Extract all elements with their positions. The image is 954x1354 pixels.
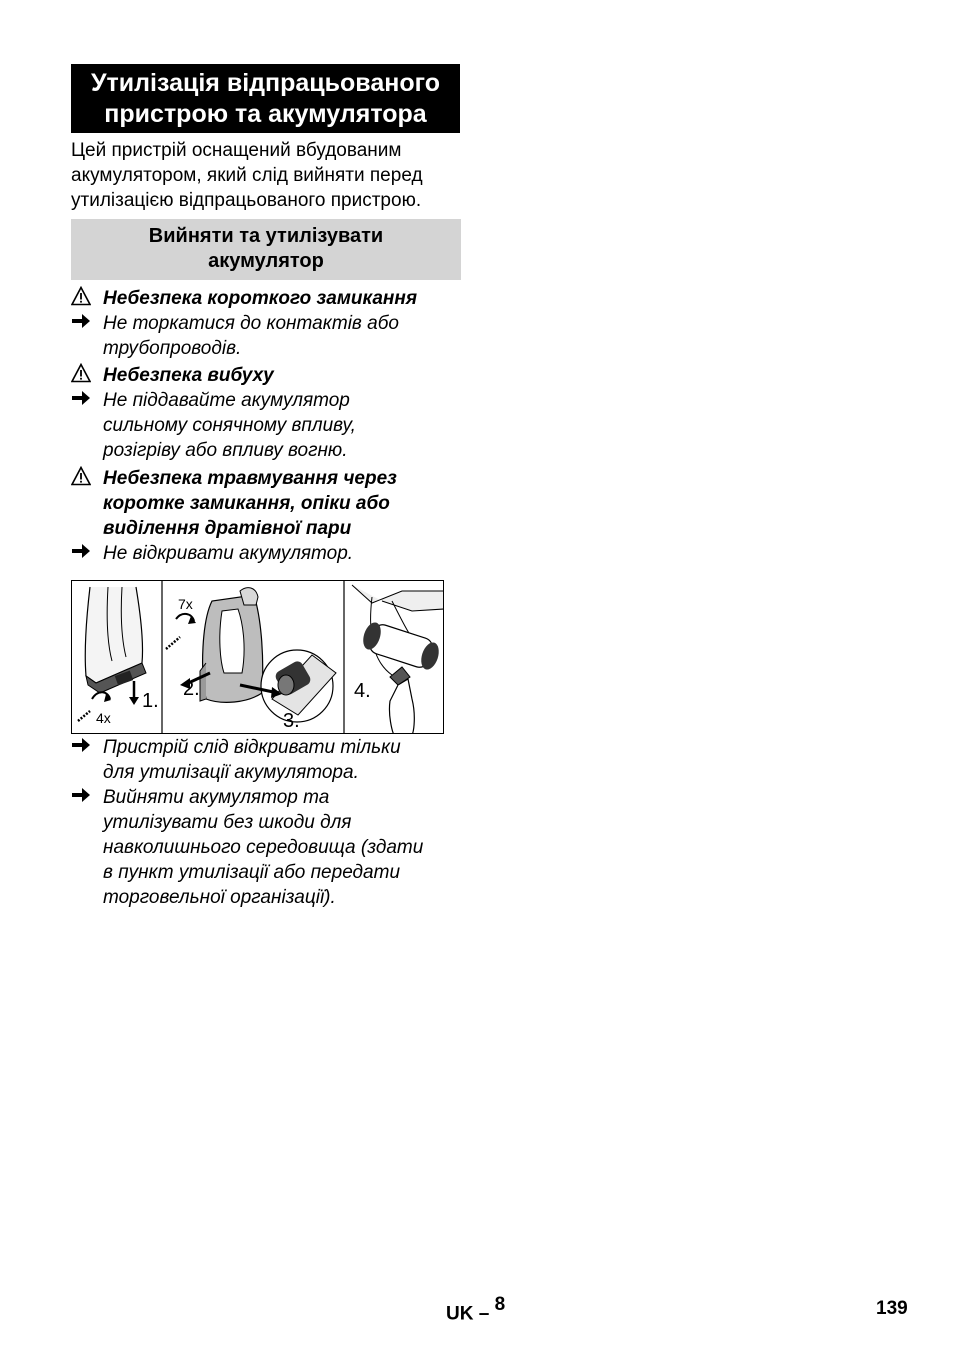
warning-2-title: Небезпека вибуху xyxy=(103,365,274,386)
instruction-1-line-1: Не торкатися до контактів або xyxy=(103,313,399,334)
footer-section: UK – xyxy=(446,1303,490,1325)
device-bottom-drawing xyxy=(78,587,146,721)
instruction-2-line-1: Не піддавайте акумулятор xyxy=(103,390,350,411)
page-number: 139 xyxy=(876,1298,908,1319)
warning-triangle-icon xyxy=(71,363,97,390)
instruction-2-line-2: сильному сонячному впливу, xyxy=(103,415,356,436)
instruction-1 xyxy=(71,311,471,361)
battery-removal-figure xyxy=(71,580,444,734)
right-arrow-icon xyxy=(71,388,97,415)
figure-label-screws-bottom: 4x xyxy=(96,710,111,726)
footer-section-page: 8 xyxy=(494,1294,506,1315)
right-arrow-icon xyxy=(71,541,97,568)
subheading-line-1: Вийняти та утилізувати xyxy=(148,225,384,247)
section-title-line-2: пристрою та акумулятора xyxy=(104,100,427,128)
right-arrow-icon xyxy=(71,311,97,338)
figure-label-screws-top: 7x xyxy=(178,596,193,612)
section-title xyxy=(71,64,460,133)
instruction-4 xyxy=(71,735,471,785)
instruction-4-line-2: для утилізації акумулятора. xyxy=(103,762,359,783)
instruction-5-line-4: в пункт утилізації або передати xyxy=(103,862,401,883)
figure-label-step-1: 1. xyxy=(142,690,159,712)
right-arrow-icon xyxy=(71,785,97,812)
warning-2 xyxy=(71,363,471,388)
intro-line-2: акумулятором, який слід вийняти перед xyxy=(71,165,423,186)
figure-label-step-3: 3. xyxy=(283,710,300,732)
warning-1-title: Небезпека короткого замикання xyxy=(103,288,418,309)
instruction-5-line-3: навколишнього середовища (здати xyxy=(103,837,424,858)
instruction-5-line-1: Вийняти акумулятор та xyxy=(103,787,330,808)
warning-1 xyxy=(71,286,471,311)
warning-3-title-line-3: виділення дратівної пари xyxy=(103,518,352,539)
battery-removal-illustration xyxy=(72,581,444,734)
instruction-3-line-1: Не відкривати акумулятор. xyxy=(103,543,354,564)
section-title-line-1: Утилізація відпрацьованого xyxy=(91,69,440,97)
instruction-5 xyxy=(71,785,471,910)
instruction-2-line-3: розігріву або впливу вогню. xyxy=(103,440,348,461)
intro-paragraph xyxy=(71,138,471,213)
intro-line-3: утилізацією відпрацьованого пристрою. xyxy=(71,190,422,211)
subheading-line-2: акумулятор xyxy=(208,250,324,272)
figure-label-step-4: 4. xyxy=(354,680,371,702)
instruction-4-line-1: Пристрій слід відкривати тільки xyxy=(103,737,401,758)
warning-triangle-icon xyxy=(71,286,97,313)
warning-triangle-icon xyxy=(71,466,97,493)
warning-3 xyxy=(71,466,471,541)
instruction-2 xyxy=(71,388,471,463)
instruction-3 xyxy=(71,541,471,566)
warning-3-title-line-1: Небезпека травмування через xyxy=(103,468,397,489)
warning-3-title-line-2: коротке замикання, опіки або xyxy=(103,493,390,514)
instruction-5-line-2: утилізувати без шкоди для xyxy=(103,812,352,833)
subheading xyxy=(71,219,461,280)
intro-line-1: Цей пристрій оснащений вбудованим xyxy=(71,140,402,161)
cut-wires-drawing xyxy=(352,585,444,734)
instruction-1-line-2: трубопроводів. xyxy=(103,338,242,359)
footer-section-label xyxy=(446,1296,505,1325)
figure-label-step-2: 2. xyxy=(183,678,200,700)
right-arrow-icon xyxy=(71,735,97,762)
instruction-5-line-5: торговельної організації). xyxy=(103,887,336,908)
